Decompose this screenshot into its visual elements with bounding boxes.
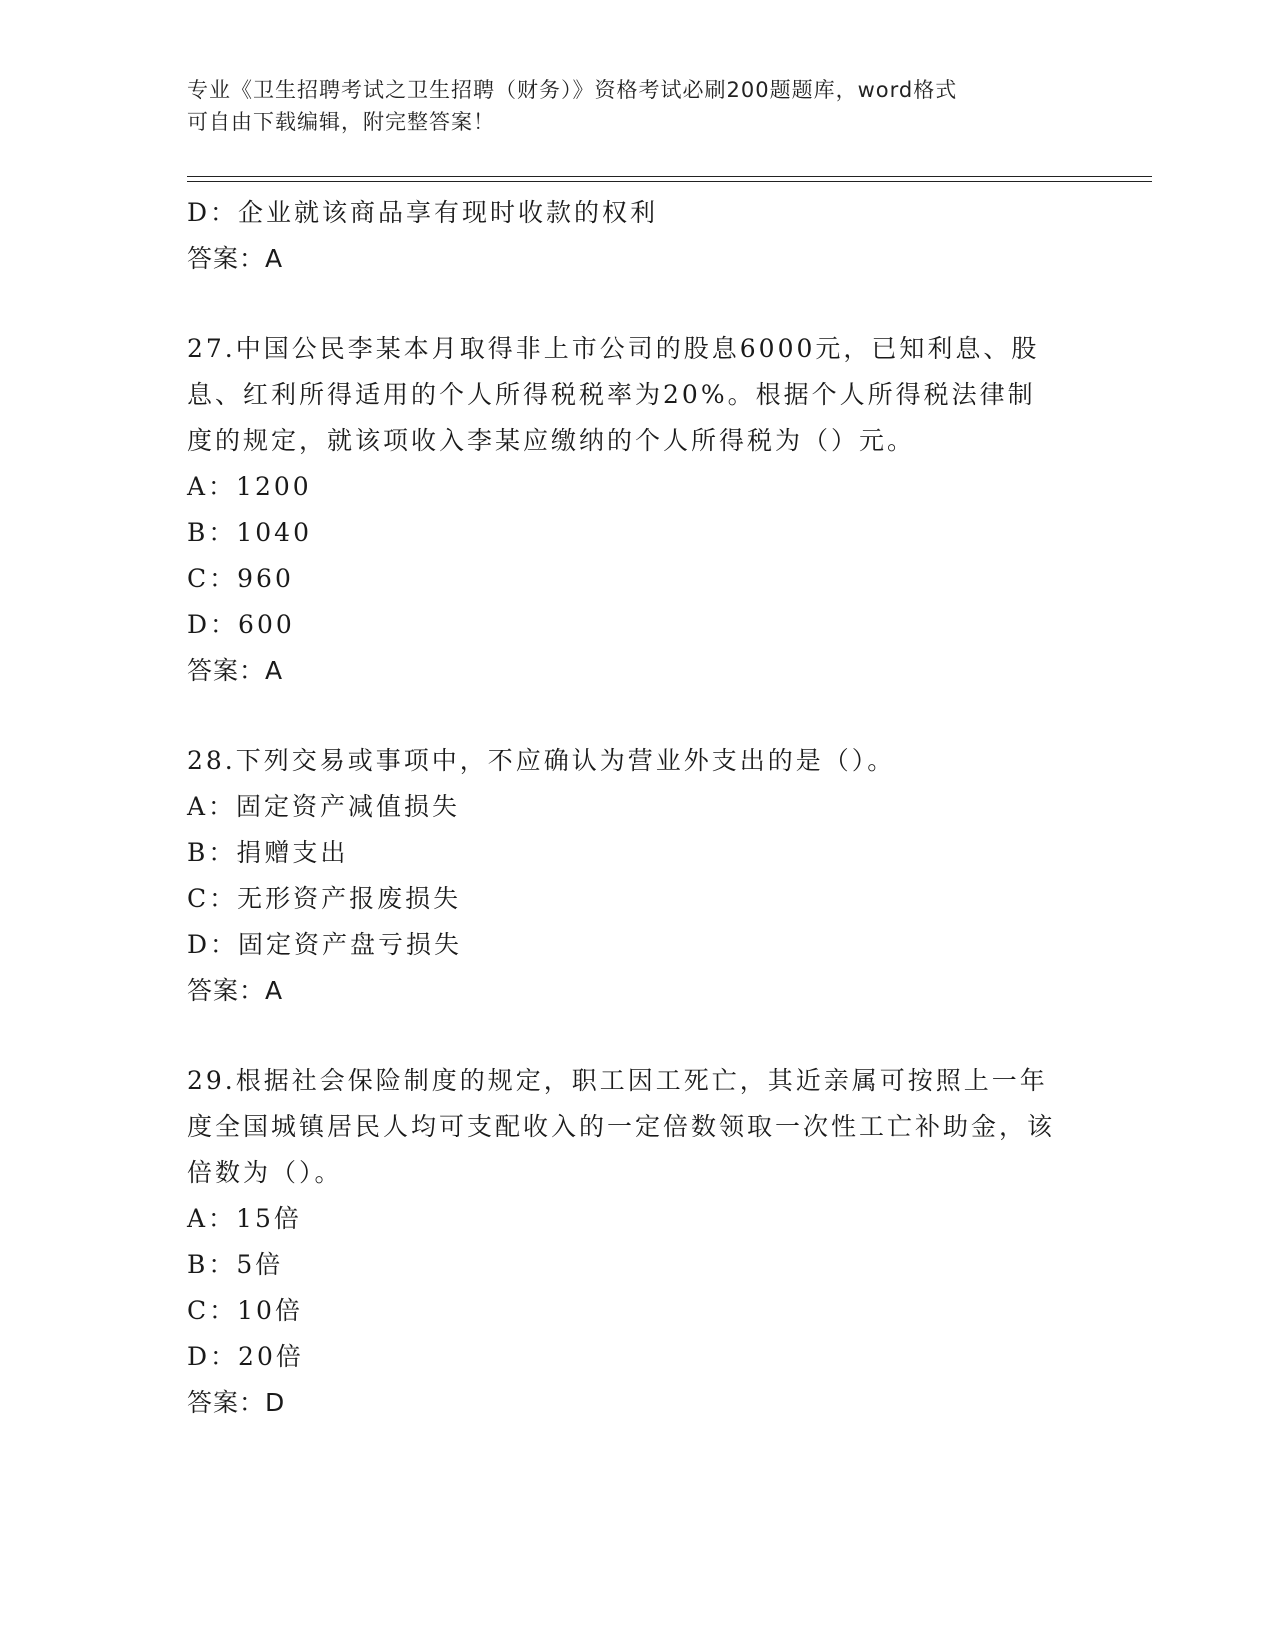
option-c: C：960 [187,564,294,593]
header-line-1: 专业《卫生招聘考试之卫生招聘（财务）》资格考试必刷200题题库，word格式 [187,78,958,102]
option-d: D：企业就该商品享有现时收款的权利 [187,198,659,227]
question-stem: 29.根据社会保险制度的规定，职工因工死亡，其近亲属可按照上一年度全国城镇居民人均可支配收入的一定倍数领取一次性工亡补助金，该倍数为（）。 [187,1066,1056,1187]
option-c: C：10倍 [187,1296,303,1325]
header-divider-top [187,176,1152,177]
option-b: B：1040 [187,518,312,547]
answer-line: 答案：A [187,656,284,685]
answer-line: 答案：A [187,244,284,273]
answer-line: 答案：A [187,976,284,1005]
question-28 [187,738,1087,1014]
document-header [187,74,1087,138]
option-d: D：20倍 [187,1342,304,1371]
option-b: B：5倍 [187,1250,284,1279]
question-stem: 28.下列交易或事项中，不应确认为营业外支出的是（）。 [187,746,896,775]
header-divider-bottom [187,181,1152,182]
question-27 [187,326,1087,694]
option-a: A：固定资产减值损失 [187,792,461,821]
question-29 [187,1058,1087,1426]
option-a: A：1200 [187,472,312,501]
option-c: C：无形资产报废损失 [187,884,462,913]
question-stem: 27.中国公民李某本月取得非上市公司的股息6000元，已知利息、股息、红利所得适用的个人所得税税率为20%。根据个人所得税法律制度的规定，就该项收入李某应缴纳的个人所得税为（）元。 [187,334,1040,455]
header-line-2: 可自由下载编辑，附完整答案！ [187,110,495,134]
option-b: B：捐赠支出 [187,838,349,867]
option-d: D：固定资产盘亏损失 [187,930,463,959]
answer-line: 答案：D [187,1388,286,1417]
prev-question-tail [187,190,1087,282]
question-content [187,190,1087,1426]
option-a: A：15倍 [187,1204,302,1233]
option-d: D：600 [187,610,295,639]
